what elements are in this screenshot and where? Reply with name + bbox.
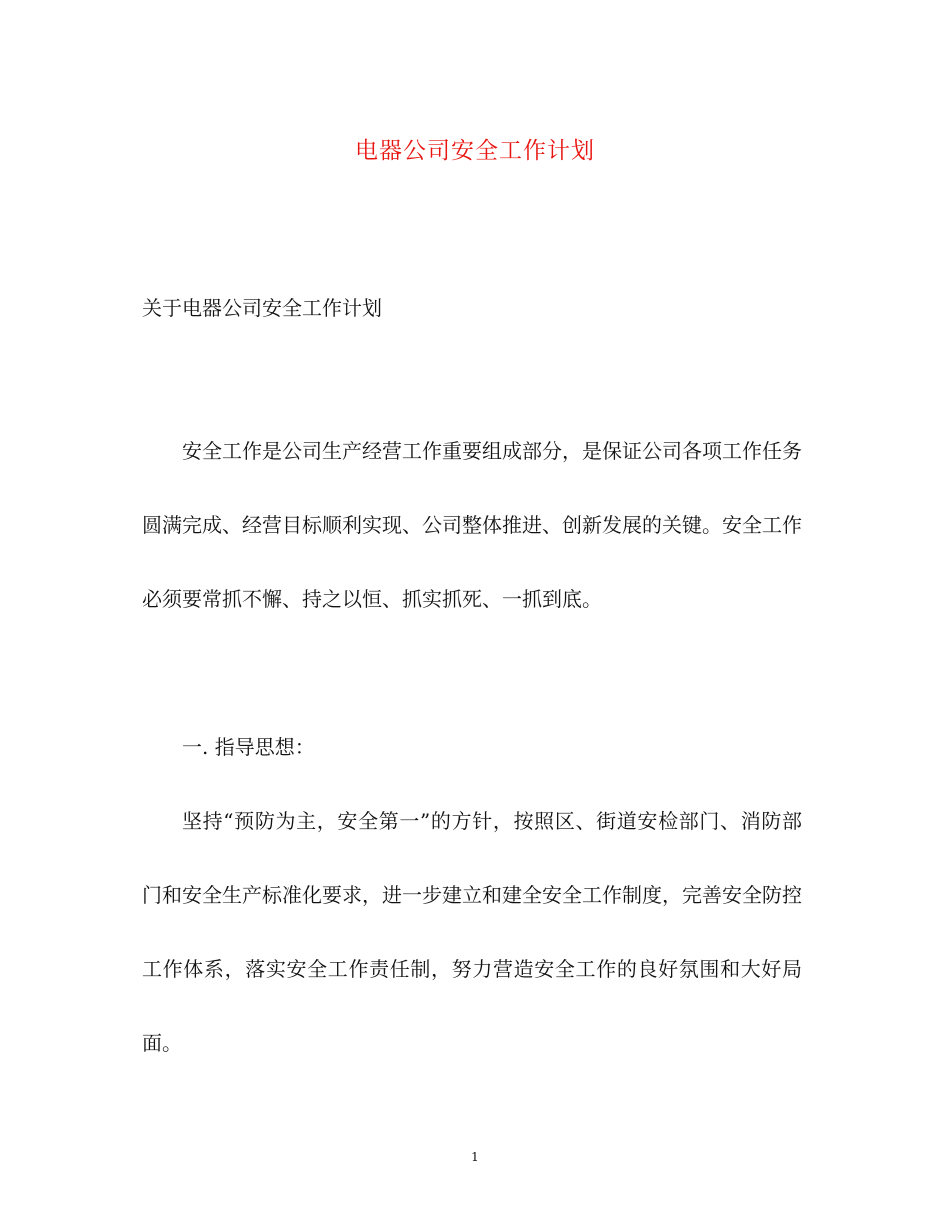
page-number: 1	[471, 1150, 479, 1164]
section-heading-guiding-principle: 一. 指导思想：	[182, 735, 315, 759]
document-subtitle: 关于电器公司安全工作计划	[142, 296, 382, 320]
paragraph-intro: 安全工作是公司生产经营工作重要组成部分，是保证公司各项工作任务圆满完成、经营目标顺利实现、公司整体推进、创新发展的关键。安全工作必须要常抓不懈、持之以恒、抓实抓死、一抓到底。	[142, 439, 802, 611]
paragraph-guiding-principle: 坚持“预防为主，安全第一”的方针，按照区、街道安检部门、消防部门和安全生产标准化要求，进一步建立和建全安全工作制度，完善安全防控工作体系，落实安全工作责任制，努力营造安全工作的良好氛围和大好局面。	[142, 809, 802, 1055]
document-title: 电器公司安全工作计划	[355, 138, 595, 164]
